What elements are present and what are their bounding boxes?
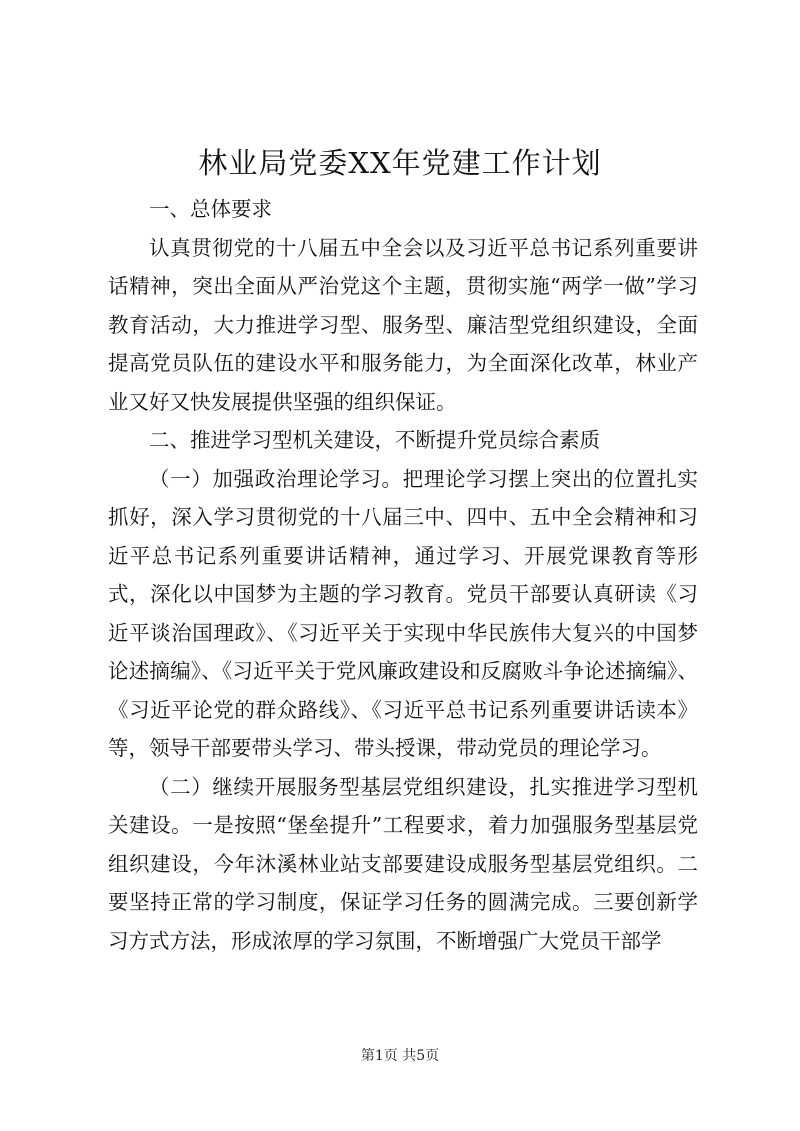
body-paragraph-3: （二）继续开展服务型基层党组织建设，扎实推进学习型机关建设。一是按照“堡垒提升”工程要求，着力加强服务型基层党组织建设，今年沐溪林业站支部要建设成服务型基层党组织。二要坚持正常的学习制度，保证学习任务的圆满完成。三要创新学习方式方法，形成浓厚的学习氛围，不断增强广大党员干部学 — [108, 774, 698, 953]
section-heading-2: 二、推进学习型机关建设，不断提升党员综合素质 — [149, 428, 600, 452]
page-footer: 第1页 共5页 — [360, 1048, 440, 1064]
document-title: 林业局党委XX年党建工作计划 — [198, 146, 602, 180]
body-paragraph-1: 认真贯彻党的十八届五中全会以及习近平总书记系列重要讲话精神，突出全面从严治党这个主题，贯彻实施“两学一做”学习教育活动，大力推进学习型、服务型、廉洁型党组织建设，全面提高党员队伍的建设水平和服务能力，为全面深化改革，林业产业又好又快发展提供坚强的组织保证。 — [108, 235, 698, 414]
body-paragraph-2: （一）加强政治理论学习。把理论学习摆上突出的位置扎实抓好，深入学习贯彻党的十八届三中、四中、五中全会精神和习近平总书记系列重要讲话精神，通过学习、开展党课教育等形式，深化以中国梦为主题的学习教育。党员干部要认真研读《习近平谈治国理政》、《习近平关于实现中华民族伟大复兴的中国梦论述摘编》、《习近平关于党风廉政建设和反腐败斗争论述摘编》、《习近平论党的群众路线》、《习近平总书记系列重要讲话读本》等，领导干部要带头学习、带头授课，带动党员的理论学习。 — [108, 466, 698, 760]
section-heading-1: 一、总体要求 — [149, 197, 272, 221]
document-body — [108, 190, 698, 960]
